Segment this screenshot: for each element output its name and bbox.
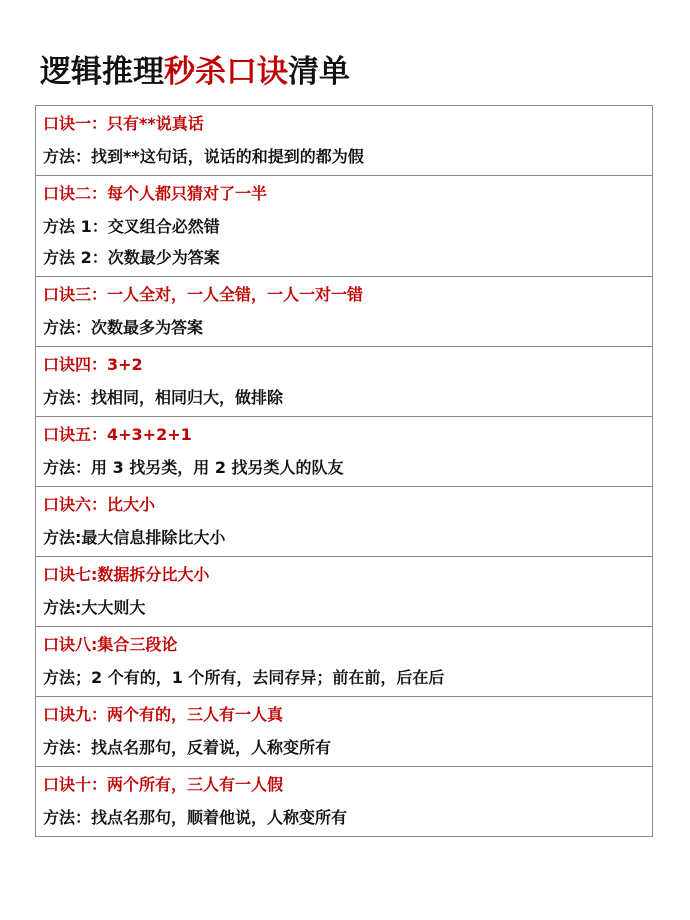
formula-method: 方法：找到**这句话，说话的和提到的都为假 [43, 147, 364, 166]
formula-heading: 口诀十：两个所有，三人有一人假 [43, 775, 284, 794]
formula-section-1 [36, 106, 652, 175]
formula-method: 方法：用 3 找另类，用 2 找另类人的队友 [43, 458, 344, 477]
formula-section-5 [36, 416, 652, 486]
formula-heading: 口诀五：4+3+2+1 [43, 425, 192, 444]
formula-heading: 口诀三：一人全对，一人全错，一人一对一错 [43, 285, 364, 304]
formula-method: 方法：次数最多为答案 [43, 318, 204, 337]
formula-section-10 [36, 766, 652, 836]
formula-section-8 [36, 626, 652, 696]
formula-section-9 [36, 696, 652, 766]
formula-method: 方法：找点名那句，顺着他说，人称变所有 [43, 808, 348, 827]
page-title [40, 46, 350, 91]
formula-heading: 口诀八:集合三段论 [43, 635, 178, 654]
formula-heading: 口诀四：3+2 [43, 355, 143, 374]
formula-method: 方法:最大信息排除比大小 [43, 528, 226, 547]
formula-table [35, 105, 653, 837]
formula-heading: 口诀一：只有**说真话 [43, 114, 204, 133]
formula-method: 方法；2 个有的，1 个所有，去同存异；前在前，后在后 [43, 668, 445, 687]
formula-method: 方法:大大则大 [43, 598, 146, 617]
title-part-1: 逻辑推理 [40, 54, 164, 90]
title-part-2-highlight: 秒杀口诀 [164, 54, 288, 90]
formula-method: 方法：找相同，相同归大，做排除 [43, 388, 284, 407]
formula-section-3 [36, 276, 652, 346]
formula-section-4 [36, 346, 652, 416]
formula-heading: 口诀七:数据拆分比大小 [43, 565, 210, 584]
formula-method: 方法：找点名那句，反着说，人称变所有 [43, 738, 332, 757]
formula-section-6 [36, 486, 652, 556]
formula-method: 方法 2：次数最少为答案 [43, 248, 220, 267]
formula-method: 方法 1：交叉组合必然错 [43, 217, 220, 236]
formula-heading: 口诀二：每个人都只猜对了一半 [43, 184, 268, 203]
formula-section-7 [36, 556, 652, 626]
formula-heading: 口诀九：两个有的，三人有一人真 [43, 705, 284, 724]
formula-section-2 [36, 175, 652, 276]
formula-heading: 口诀六：比大小 [43, 495, 156, 514]
title-part-3: 清单 [288, 54, 350, 90]
